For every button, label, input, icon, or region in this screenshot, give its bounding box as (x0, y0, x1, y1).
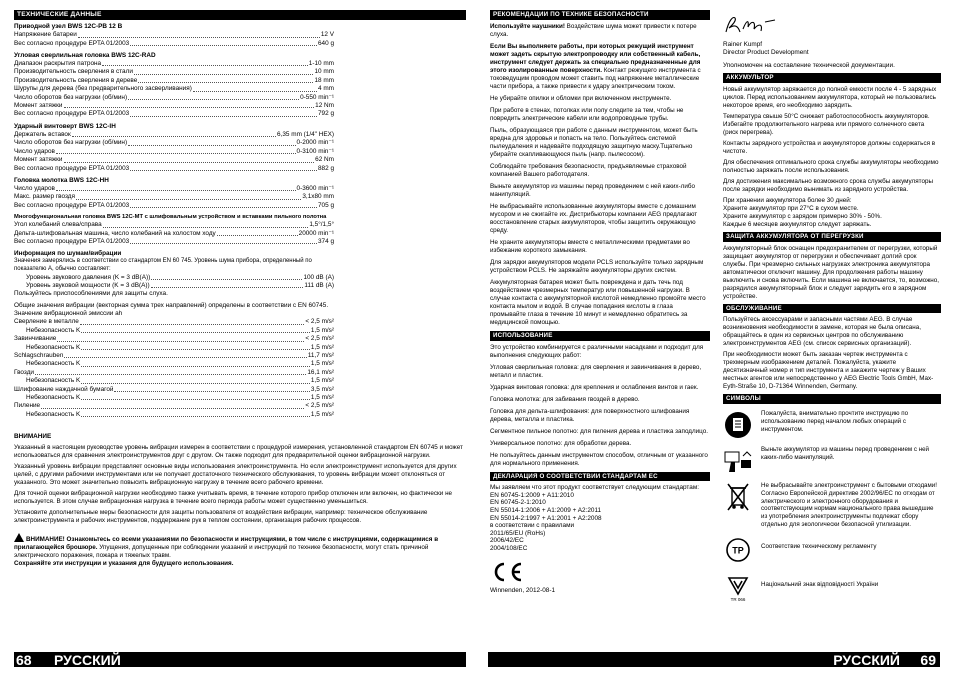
paragraph: Пользуйтесь аксессуарами и запасными частями AEG. В случае возникновения необходимости в замене, которая не была описана, обращайтесь в один из сервисных центров по обслуживанию электроинструментов AEG (см. список сервисных организаций). (723, 316, 921, 348)
spec-label: Напряжение батареи (14, 31, 77, 39)
authorization-note: Уполномочен на составление технической документации. (723, 62, 895, 69)
middle-column (490, 8, 710, 595)
spec-label: Пиление (14, 402, 41, 410)
spec-label: Schlagschrauben (14, 351, 64, 359)
paragraph: Установите дополнительные меры безопасности для защиты пользователя от воздействия вибрации, например: техническое обслуживание электроинструмента и рабочих инструментов, поддержание рук в теплом состоянии, организация рабочих процессов. (14, 509, 428, 525)
leader-dots (193, 85, 317, 91)
paragraph: Соблюдайте требования безопасности, предъявляемые страховой компанией Вашего работодателя. (490, 162, 687, 178)
spec-row (14, 94, 334, 102)
symbol-tr (723, 535, 941, 565)
leader-dots (130, 40, 317, 46)
spec-row (14, 40, 334, 48)
symbol-text-1: Пожалуйста, внимательно прочтите инструкцию по использованию перед началом любых операций с инструментом. (761, 410, 909, 433)
spec-row (14, 77, 334, 85)
spec-label: Небезопасность K (26, 326, 81, 334)
leader-dots (81, 360, 310, 366)
spec-value: 3,1x80 mm (302, 193, 334, 201)
battery-header: АККУМУЛЬТОР (723, 73, 941, 83)
leader-dots (128, 139, 295, 145)
spec-value: 3,5 m/s² (310, 385, 334, 393)
paragraph: Аккумуляторная батарея может быть повреждена и дать течь под воздействием чрезмерных температур или повышенной нагрузки. В случае контакта с аккумуляторной кислотой немедленно промойте место контакта мылом и водой. В случае попадания кислоты в глаза промывайте глаза в течение 10 минут и немедленно обратитесь за медицинской помощью. (490, 278, 706, 326)
symbol-text-2: Выньте аккумулятор из машины перед проведением с ней каких-либо манипуляций. (761, 446, 930, 461)
declaration-line: EN 55014-1:2006 + A1:2009 + A2:2011 (490, 507, 602, 515)
spec-label: Вес согласно процедуре EPTA 01/2003 (14, 164, 130, 172)
attention-title: ВНИМАНИЕ (14, 433, 52, 441)
ce-mark (490, 561, 710, 583)
declaration-line: 2006/42/EC (490, 537, 524, 545)
spec-value: 62 Nm (315, 156, 334, 164)
footer-left (14, 653, 466, 667)
leader-dots (128, 94, 299, 100)
paragraph: Не выбрасывайте использованные аккумуляторы вместе с домашним мусором и не сжигайте их. Дистрибьюторы компании AEG предлагают восстановление старых аккумуляторов, чтобы защитить окружающую среду. (490, 202, 698, 234)
leader-dots (138, 77, 313, 83)
spec-value: 100 dB (A) (303, 273, 334, 281)
symbol-text-4: Соответствие техническому регламенту (761, 542, 877, 550)
spec-row (14, 386, 334, 394)
spec-row (14, 360, 334, 368)
footer-right (488, 653, 940, 667)
spec-row (14, 352, 334, 360)
leader-dots (130, 165, 317, 171)
spec-value: 705 g (318, 201, 334, 209)
leader-dots (76, 193, 301, 199)
spec-label: Производительность сверления в стали (14, 68, 133, 76)
spec-row (14, 411, 334, 419)
spec-label: Небезопасность K (26, 360, 81, 368)
spec-value: 12 Nm (315, 102, 334, 110)
spec-label: Шурупы для дерева (без предварительного засверливания) (14, 85, 192, 93)
spec-row (14, 318, 334, 326)
spec-label: Число ударов (14, 147, 55, 155)
final-save-note: Сохраняйте эти инструкции и указания для будущего использования. (14, 560, 234, 568)
impact-spec-list (14, 131, 334, 173)
service-header: ОБСЛУЖИВАНИЕ (723, 304, 941, 314)
noise-title: Информация по шумам/вибрации (14, 250, 122, 258)
spec-value: 10 mm (314, 68, 334, 76)
paragraph: Головка для дельта-шлифования: для поверхностного шлифования дерева, металла и пластика. (490, 407, 690, 423)
spec-value: 1,5 m/s² (310, 326, 334, 334)
spec-label: Завинчивание (14, 335, 57, 343)
spec-value: 1-10 mm (308, 60, 334, 68)
spec-row (14, 110, 334, 118)
leader-dots (81, 377, 310, 383)
leader-dots (57, 335, 304, 341)
symbol-ukr (723, 571, 941, 605)
vibration-text: Общие значения вибрации (векторная сумма трех направлений) определены в соответствии с EN 60745. Значение вибрационной эмиссии ah (14, 302, 329, 318)
spec-value: 6,35 mm (1/4" HEX) (277, 130, 334, 138)
symbol-text-3: Не выбрасывайте электроинструмент с бытовыми отходами! Согласно Европейской директиве 2002/96/ЕС по отходам от электрического и электронного оборудования и соответствующим нормам национального права вышедшие из употребления электроинструменты подлежат сбору отдельно для экологически безопасной утилизации. (761, 482, 937, 528)
spec-value: 0-3600 min⁻¹ (296, 184, 334, 192)
spec-value: 0-3100 min⁻¹ (296, 147, 334, 155)
spec-row (14, 85, 334, 93)
right-column (723, 8, 941, 611)
spec-value: 11,7 m/s² (307, 351, 334, 359)
use-paragraphs (490, 344, 710, 468)
spec-label: Небезопасность K (26, 410, 81, 418)
paragraph: Указанный в настоящем руководстве уровень вибрации измерен в соответствии с процедурой измерения, установленной стандартом EN 60745 и может использоваться для сравнения электроинструментов друг с другом. Он также подходит для предварительной оценки вибрационной нагрузки. (14, 444, 463, 460)
safety-para-1-bold: Используйте наушники! (490, 22, 565, 30)
spec-label: Уровень звуковой мощности (K = 3 dB(A)) (26, 281, 150, 289)
leader-dots (102, 60, 308, 66)
remove-battery-icon (723, 446, 753, 476)
leader-dots (151, 274, 302, 280)
safety-para-2-bold: Если Вы выполняете работы, при которых режущий инструмент может задеть скрытую электропроводку или собственный кабель, инструмент следует держать за специально предназначенные для этого изолированные поверхности. (490, 42, 701, 74)
hammer-spec-list (14, 185, 334, 210)
left-column (14, 8, 466, 571)
spec-row (14, 238, 334, 246)
spec-value: 12 V (320, 31, 334, 39)
safety-para-1-text: Воздействие шума может привести к потере слуха. (490, 22, 697, 38)
battery-paragraphs (723, 86, 941, 229)
paragraph: Для обеспечения оптимального срока службы аккумуляторы необходимо полностью заряжать после использования. (723, 158, 939, 174)
paragraph: Контакты зарядного устройства и аккумуляторов должны содержаться в чистоте. (723, 139, 936, 155)
spec-value: 1,5°/1,5° (309, 221, 334, 229)
spec-value: 20000 min⁻¹ (298, 229, 334, 237)
spec-label: Дельта-шлифовальная машина, число колебаний на холостом ходу (14, 229, 216, 237)
leader-dots (41, 402, 304, 408)
signer-name: Rainer Kumpf (723, 41, 763, 48)
spec-row (14, 335, 334, 343)
hammer-title: Головка молотка BWS 12C-HH (14, 176, 109, 184)
spec-label: Момент затяжки (14, 102, 63, 110)
spec-row (14, 68, 334, 76)
impact-title: Ударный винтоверт BWS 12C-IH (14, 122, 116, 130)
declaration-line: EN 60745-1:2009 + A11:2010 (490, 491, 574, 499)
spec-value: 16,1 m/s² (307, 368, 334, 376)
spec-value: < 2,5 m/s² (305, 402, 334, 410)
leader-dots (217, 230, 298, 236)
paragraph: Для зарядки аккумуляторов модели PCLS используйте только зарядным устройством PCLS. Не заряжайте аккумуляторы других систем. (490, 258, 704, 274)
paragraph: Для достижения максимально возможного срока службы аккумуляторы после зарядки необходимо вынимать из зарядного устройства. (723, 177, 933, 193)
leader-dots (56, 185, 296, 191)
spec-label: Момент затяжки (14, 156, 63, 164)
spec-row (14, 148, 334, 156)
spec-label: Небезопасность K (26, 377, 81, 385)
leader-dots (130, 238, 317, 244)
leader-dots (80, 318, 305, 324)
paragraph: Указанный уровень вибрации представляет основные виды использования электроинструмента. Но если электроинструмент используется для других целей, с другими рабочими инструментами или не получает достаточного технического обслуживания, то уровень вибрации может отклоняться от указанного. Это может значительно повысить вибрационную нагрузку в течение всего рабочего времени. (14, 463, 457, 487)
overload-text: Аккумуляторный блок оснащен предохранителем от перегрузки, который защищает аккумулятор от перегрузки и обеспечивает долгий срок службы. При чрезмерно сильных нагрузках электроника аккумулятора автоматически отключит машину. Для продолжения работы машину выключить и снова включить. Если машина не включается, то, возможно, разрядился аккумуляторный блок и следует зарядить его в зарядном устройстве. (723, 244, 940, 300)
spec-label: Сверление в металле (14, 318, 79, 326)
final-warning-text: Упущения, допущенные при соблюдении указаний и инструкций по технике безопасности, могут стать причиной электрического поражения, пожара и тяжелых травм. (14, 544, 429, 560)
paragraph: Пыль, образующаяся при работе с данным инструментом, может быть вредна для здоровья и попасть на тело. Пользуйтесь системой пылеудаления и надевайте подходящую защитную маску.Тщательно убирайте скапливающуюся пыль (напр. пылесосом). (490, 126, 698, 158)
multi-title: Многофункциональная головка BWS 12C-MT с шлифовальным устройством и вставками пильного полотна (14, 214, 327, 221)
spec-label: Гвозди (14, 368, 34, 376)
spec-label: Небезопасность K (26, 394, 81, 402)
leader-dots (64, 352, 306, 358)
leader-dots (151, 282, 304, 288)
leader-dots (103, 221, 309, 227)
leader-dots (78, 31, 320, 37)
spec-label: Число ударов (14, 184, 55, 192)
warning-icon (14, 533, 24, 542)
spec-label: Небезопасность K (26, 343, 81, 351)
spec-value: 0-550 min⁻¹ (300, 93, 334, 101)
spec-label: Диапазон раскрытия патрона (14, 60, 102, 68)
spec-row (14, 369, 334, 377)
declaration-line: 2011/65/EU (RoHs) (490, 529, 546, 537)
safety-paragraphs (490, 95, 710, 327)
spec-value: 882 g (318, 164, 334, 172)
final-warning (14, 533, 466, 568)
paragraph: Не убирайте опилки и обломки при включенном инструменте. (490, 94, 672, 102)
tr-icon (723, 535, 753, 565)
paragraph: При хранении аккумулятора более 30 дней: Храните аккумулятор при 27°C в сухом месте. Храните аккумулятор с зарядом примерно 30% - 50%. Каждые 6 месяцев аккумулятор следует заряжать. (723, 196, 882, 228)
declaration-header: ДЕКЛАРАЦИЯ О СООТВЕТСТВИИ СТАНДАРТАМ ЕС (490, 472, 710, 482)
spec-row (14, 394, 334, 402)
declaration-line: 2004/108/EC (490, 545, 528, 552)
declaration-line: в соответствии с правилами (490, 522, 575, 530)
spec-label: Держатель вставок (14, 130, 71, 138)
spec-row (14, 402, 334, 410)
spec-label: Шлифование наждачной бумагой (14, 385, 114, 393)
spec-label: Число оборотов без нагрузки (об/мин) (14, 93, 128, 101)
page-number-right: 69 (920, 652, 936, 668)
leader-dots (64, 156, 315, 162)
paragraph: Универсальное полотно: для обработки дерева. (490, 439, 632, 447)
spec-row (14, 377, 334, 385)
spec-row (14, 131, 334, 139)
drive-title: Приводной узел BWS 12C-PB 12 B (14, 23, 123, 31)
leader-dots (56, 148, 296, 154)
spec-value: 18 mm (314, 76, 334, 84)
read-manual-icon (723, 410, 753, 440)
leader-dots (114, 386, 309, 392)
symbol-remove-battery (723, 446, 941, 476)
leader-dots (130, 110, 317, 116)
spec-value: 1,5 m/s² (310, 377, 334, 385)
spec-label: Вес согласно процедуре EPTA 01/2003 (14, 237, 130, 245)
page-number-left: 68 (16, 652, 32, 668)
paragraph: Это устройство комбинируется с различными насадками и подходит для выполнения следующих работ: (490, 343, 704, 359)
spec-row (14, 185, 334, 193)
leader-dots (81, 344, 310, 350)
spec-value: 1,5 m/s² (310, 410, 334, 418)
spec-label: Макс. размер гвоздя (14, 193, 75, 201)
spec-label: Вес согласно процедуре EPTA 01/2003 (14, 201, 130, 209)
ukr-mark-icon (723, 571, 753, 605)
spec-row (14, 102, 334, 110)
ce-icon (490, 561, 524, 583)
spec-row (14, 193, 334, 201)
leader-dots (72, 131, 276, 137)
spec-row (14, 344, 334, 352)
paragraph: Сегментное пильное полотно: для пиления дерева и пластика заподлицо. (490, 427, 708, 435)
paragraph: Головка молотка: для забивания гвоздей в дерево. (490, 395, 640, 403)
leader-dots (64, 102, 315, 108)
leader-dots (130, 202, 317, 208)
spec-label: Число оборотов без нагрузки (об/мин) (14, 139, 128, 147)
signer-title: Director Product Development (723, 49, 809, 56)
signature (723, 14, 793, 36)
leader-dots (134, 68, 314, 74)
final-warning-bold: ВНИМАНИЕ! Ознакомьтесь со всеми указаниями по безопасности и инструкциями, в том числе с инструкциями, содержащимися в прилагающейся брошюре. (14, 536, 439, 552)
overload-header: ЗАЩИТА АККУМУЛЯТОРА ОТ ПЕРЕГРУЗКИ (723, 232, 941, 242)
spec-value: < 2,5 m/s² (305, 318, 334, 326)
spec-label: Вес согласно процедуре EPTA 01/2003 (14, 39, 130, 47)
spec-value: 1,5 m/s² (310, 394, 334, 402)
service-paragraphs (723, 316, 941, 391)
declaration-line: EN 60745-2-1:2010 (490, 499, 546, 507)
paragraph: Выньте аккумулятор из машины перед проведением с ней каких-либо манипуляций. (490, 182, 695, 198)
spec-label: Производительность сверления в дереве (14, 76, 138, 84)
declaration-lines (490, 484, 710, 552)
spec-row (14, 165, 334, 173)
tr-code: TR 066 (730, 596, 746, 602)
spec-label: Уровень звукового давления (K = 3 dB(A)) (26, 273, 151, 281)
safety-para-2 (490, 43, 710, 91)
noise-spec-list (14, 274, 334, 291)
place-date: Winnenden, 2012-08-1 (490, 586, 556, 594)
leader-dots (35, 369, 306, 375)
safety-para-1 (490, 23, 710, 39)
language-left: РУССКИЙ (54, 652, 121, 668)
leader-dots (81, 394, 310, 400)
noise-text: Значения замерялись в соответствии со стандартом EN 60 745. Уровень шума прибора, определенный по показателю A, обычно составляет: (14, 258, 312, 272)
spec-row (14, 31, 334, 39)
spec-row (14, 274, 334, 282)
symbol-read-manual (723, 410, 941, 440)
paragraph: Не храните аккумуляторы вместе с металлическими предметами во избежание короткого замыкания. (490, 238, 690, 254)
spec-label: Вес согласно процедуре EPTA 01/2003 (14, 110, 130, 118)
svg-text:TP: TP (732, 545, 744, 556)
paragraph: Температура свыше 50°C снижает работоспособность аккумуляторов. Избегайте продолжительного нагрева или прямого солнечного света (риск перегрева). (723, 112, 930, 136)
paragraph: Новый аккумулятор заряжается до полной емкости после 4 - 5 зарядных циклов. Перед использованием аккумулятора, который не пользовались некоторое время, его необходимо зарядить. (723, 85, 937, 109)
spec-value: 111 dB (A) (304, 281, 334, 289)
spec-row (14, 230, 334, 238)
spec-value: 4 mm (318, 85, 334, 93)
spec-value: < 2,5 m/s² (305, 335, 334, 343)
tech-data-header: ТЕХНИЧЕСКИЕ ДАННЫЕ (14, 10, 466, 20)
symbol-text-5: Національний знак відповідності України (761, 580, 879, 588)
spec-row (14, 156, 334, 164)
paragraph: Не пользуйтесь данным инструментом способом, отличным от указанного для нормального применения. (490, 451, 708, 467)
spec-row (14, 202, 334, 210)
declaration-line: Мы заявляем что этот продукт соответствует следующим стандартам: (490, 484, 700, 492)
drive-spec-list (14, 31, 334, 48)
paragraph: Ударная винтовая головка: для крепления и ослабления винтов и гаек. (490, 383, 699, 391)
spec-value: 1,5 m/s² (310, 343, 334, 351)
vibration-spec-list (14, 318, 334, 419)
leader-dots (81, 411, 310, 417)
safety-para-2-text: Контакт режущего инструмента с токоведущим проводом может ставить под напряжение металлические части прибора, а также привести к удару электрическим током. (490, 66, 701, 90)
spec-row (14, 221, 334, 229)
symbols-header: СИМВОЛЫ (723, 394, 941, 404)
angle-spec-list (14, 60, 334, 119)
spec-value: 792 g (318, 110, 334, 118)
use-header: ИСПОЛЬЗОВАНИЕ (490, 331, 710, 341)
spec-value: 1,5 m/s² (310, 360, 334, 368)
paragraph: Угловая сверлильная головка: для сверления и завинчивания в дерево, металл и пластик. (490, 363, 702, 379)
paragraph: При работе в стенах, потолках или полу следите за тем, чтобы не повредить электрические кабели или водопроводные трубы. (490, 106, 684, 122)
spec-row (14, 327, 334, 335)
ear-protection-note: Пользуйтесь приспособлениями для защиты слуха. (14, 290, 168, 298)
multi-spec-list (14, 221, 334, 246)
symbol-weee (723, 482, 941, 529)
language-right: РУССКИЙ (833, 652, 900, 668)
spec-row (14, 139, 334, 147)
crossed-bin-icon (723, 482, 753, 512)
spec-value: 374 g (318, 237, 334, 245)
spec-value: 640 g (318, 39, 334, 47)
leader-dots (81, 327, 310, 333)
attention-paragraphs (14, 444, 466, 525)
paragraph: При необходимости может быть заказан чертеж инструмента с трехмерным изображением деталей. Пожалуйста, укажите десятизначный номер и тип инструмента и закажите чертеж у Ваших местных агентов или непосредственно у AEG Electric Tools GmbH, Max-Eyth-Straße 10, D-71364 Winnenden, Germany. (723, 351, 934, 391)
spec-label: Угол колебаний слева/справа (14, 221, 102, 229)
paragraph: Для точной оценки вибрационной нагрузки необходимо также учитывать время, в течение которого прибор отключен или включен, но фактически не используется. В этом случае вибрационная нагрузка в течение всего периода работы может существенно уменьшиться. (14, 490, 453, 506)
declaration-line: EN 55014-2:1997 + A1:2001 + A2:2008 (490, 514, 602, 522)
safety-header: РЕКОМЕНДАЦИИ ПО ТЕХНИКЕ БЕЗОПАСНОСТИ (490, 10, 710, 20)
spec-row (14, 60, 334, 68)
spec-value: 0-2000 min⁻¹ (296, 139, 334, 147)
angle-title: Угловая сверлильная головка BWS 12C-RAD (14, 52, 156, 60)
